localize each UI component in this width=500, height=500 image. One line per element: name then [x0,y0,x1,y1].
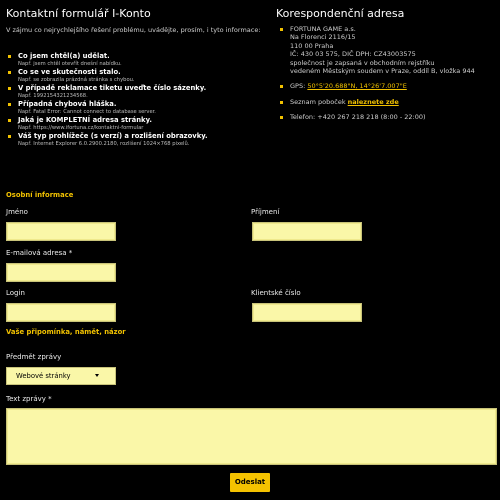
branches-link[interactable]: naleznete zde [347,97,399,106]
tip-title: Případná chybová hláška. [18,100,117,108]
name-label: Jméno [6,208,28,216]
subject-selected-value: Webové stránky [16,372,71,380]
gps-link[interactable]: 50°5'20.688"N, 14°26'7.007"E [307,82,407,91]
tip-item [6,84,268,100]
comments-heading: Vaše připomínka, námět, názor [6,328,126,336]
bullet-icon [280,85,283,88]
phone-text: Telefon: +420 267 218 218 (8:00 - 22:00) [290,113,426,122]
personal-info-heading: Osobní informace [6,191,74,199]
company-line: 110 00 Praha [290,41,334,50]
bullet-icon [280,101,283,104]
company-line: IČ: 430 03 575, DIČ DPH: CZ43003575 [290,50,416,59]
bullet-icon [8,103,11,106]
branches-item [277,98,499,106]
tip-item [6,132,268,148]
tip-item [6,52,268,68]
phone-item [277,113,499,121]
tip-title: Co se ve skutečnosti stalo. [18,68,121,76]
address-title: Korespondenční adresa [276,7,405,20]
subject-select[interactable] [6,367,116,385]
tip-example: Např. https://www.ifortuna.cz/kontaktni-formular [18,124,144,131]
tips-list [6,52,268,148]
bullet-icon [8,135,11,138]
tip-example: Např. se zobrazila prázdná stránka s chybou. [18,76,135,83]
name-input[interactable] [6,222,116,241]
email-label: E-mailová adresa * [6,249,73,257]
surname-label: Příjmení [251,208,280,216]
login-input[interactable] [6,303,116,322]
company-line: FORTUNA GAME a.s. [290,25,356,33]
subject-label: Předmět zprávy [6,353,62,361]
tip-title: Jaká je KOMPLETNÍ adresa stránky. [18,116,152,124]
email-input[interactable] [6,263,116,282]
branches-label: Seznam poboček [290,97,348,106]
address-list [277,25,499,129]
chevron-down-icon [95,374,99,377]
message-label: Text zprávy * [6,395,52,403]
company-address [277,25,499,75]
client-number-input[interactable] [252,303,362,322]
contact-form-title: Kontaktní formulář I-Konto [6,7,151,20]
tip-example: Např. jsem chtěl otevřít dnešní nabídku. [18,60,122,67]
bullet-icon [8,71,11,74]
tip-title: Co jsem chtěl(a) udělat. [18,52,110,60]
bullet-icon [8,119,11,122]
tip-example: Např. Fatal Error: Cannot connect to database server. [18,108,156,115]
surname-input[interactable] [252,222,362,241]
tip-title: V případě reklamace tiketu uveďte číslo sázenky. [18,84,207,92]
bullet-icon [8,87,11,90]
gps-item [277,82,499,90]
gps-label: GPS: [290,82,308,91]
tip-title: Váš typ prohlížeče (s verzí) a rozlišení obrazovky. [18,132,208,140]
message-textarea[interactable] [6,408,497,465]
company-line: vedeném Městským soudem v Praze, oddíl B, vložka 944 [290,67,475,76]
tip-example: Např. Internet Explorer 6.0.2900.2180, rozlišení 1024×768 pixelů. [18,140,190,147]
login-label: Login [6,289,25,297]
tip-example: Např. 1992154321234568. [18,92,88,99]
bullet-icon [280,28,283,31]
tip-item [6,100,268,116]
intro-text: V zájmu co nejrychlejšího řešení problému, uvádějte, prosím, i tyto informace: [6,26,261,34]
tip-item [6,68,268,84]
bullet-icon [280,116,283,119]
submit-button[interactable]: Odeslat [230,473,270,492]
client-number-label: Klientské číslo [251,289,301,297]
company-line: společnost je zapsaná v obchodním rejstříku [290,58,435,67]
company-line: Na Florenci 2116/15 [290,33,356,42]
tip-item [6,116,268,132]
bullet-icon [8,55,11,58]
